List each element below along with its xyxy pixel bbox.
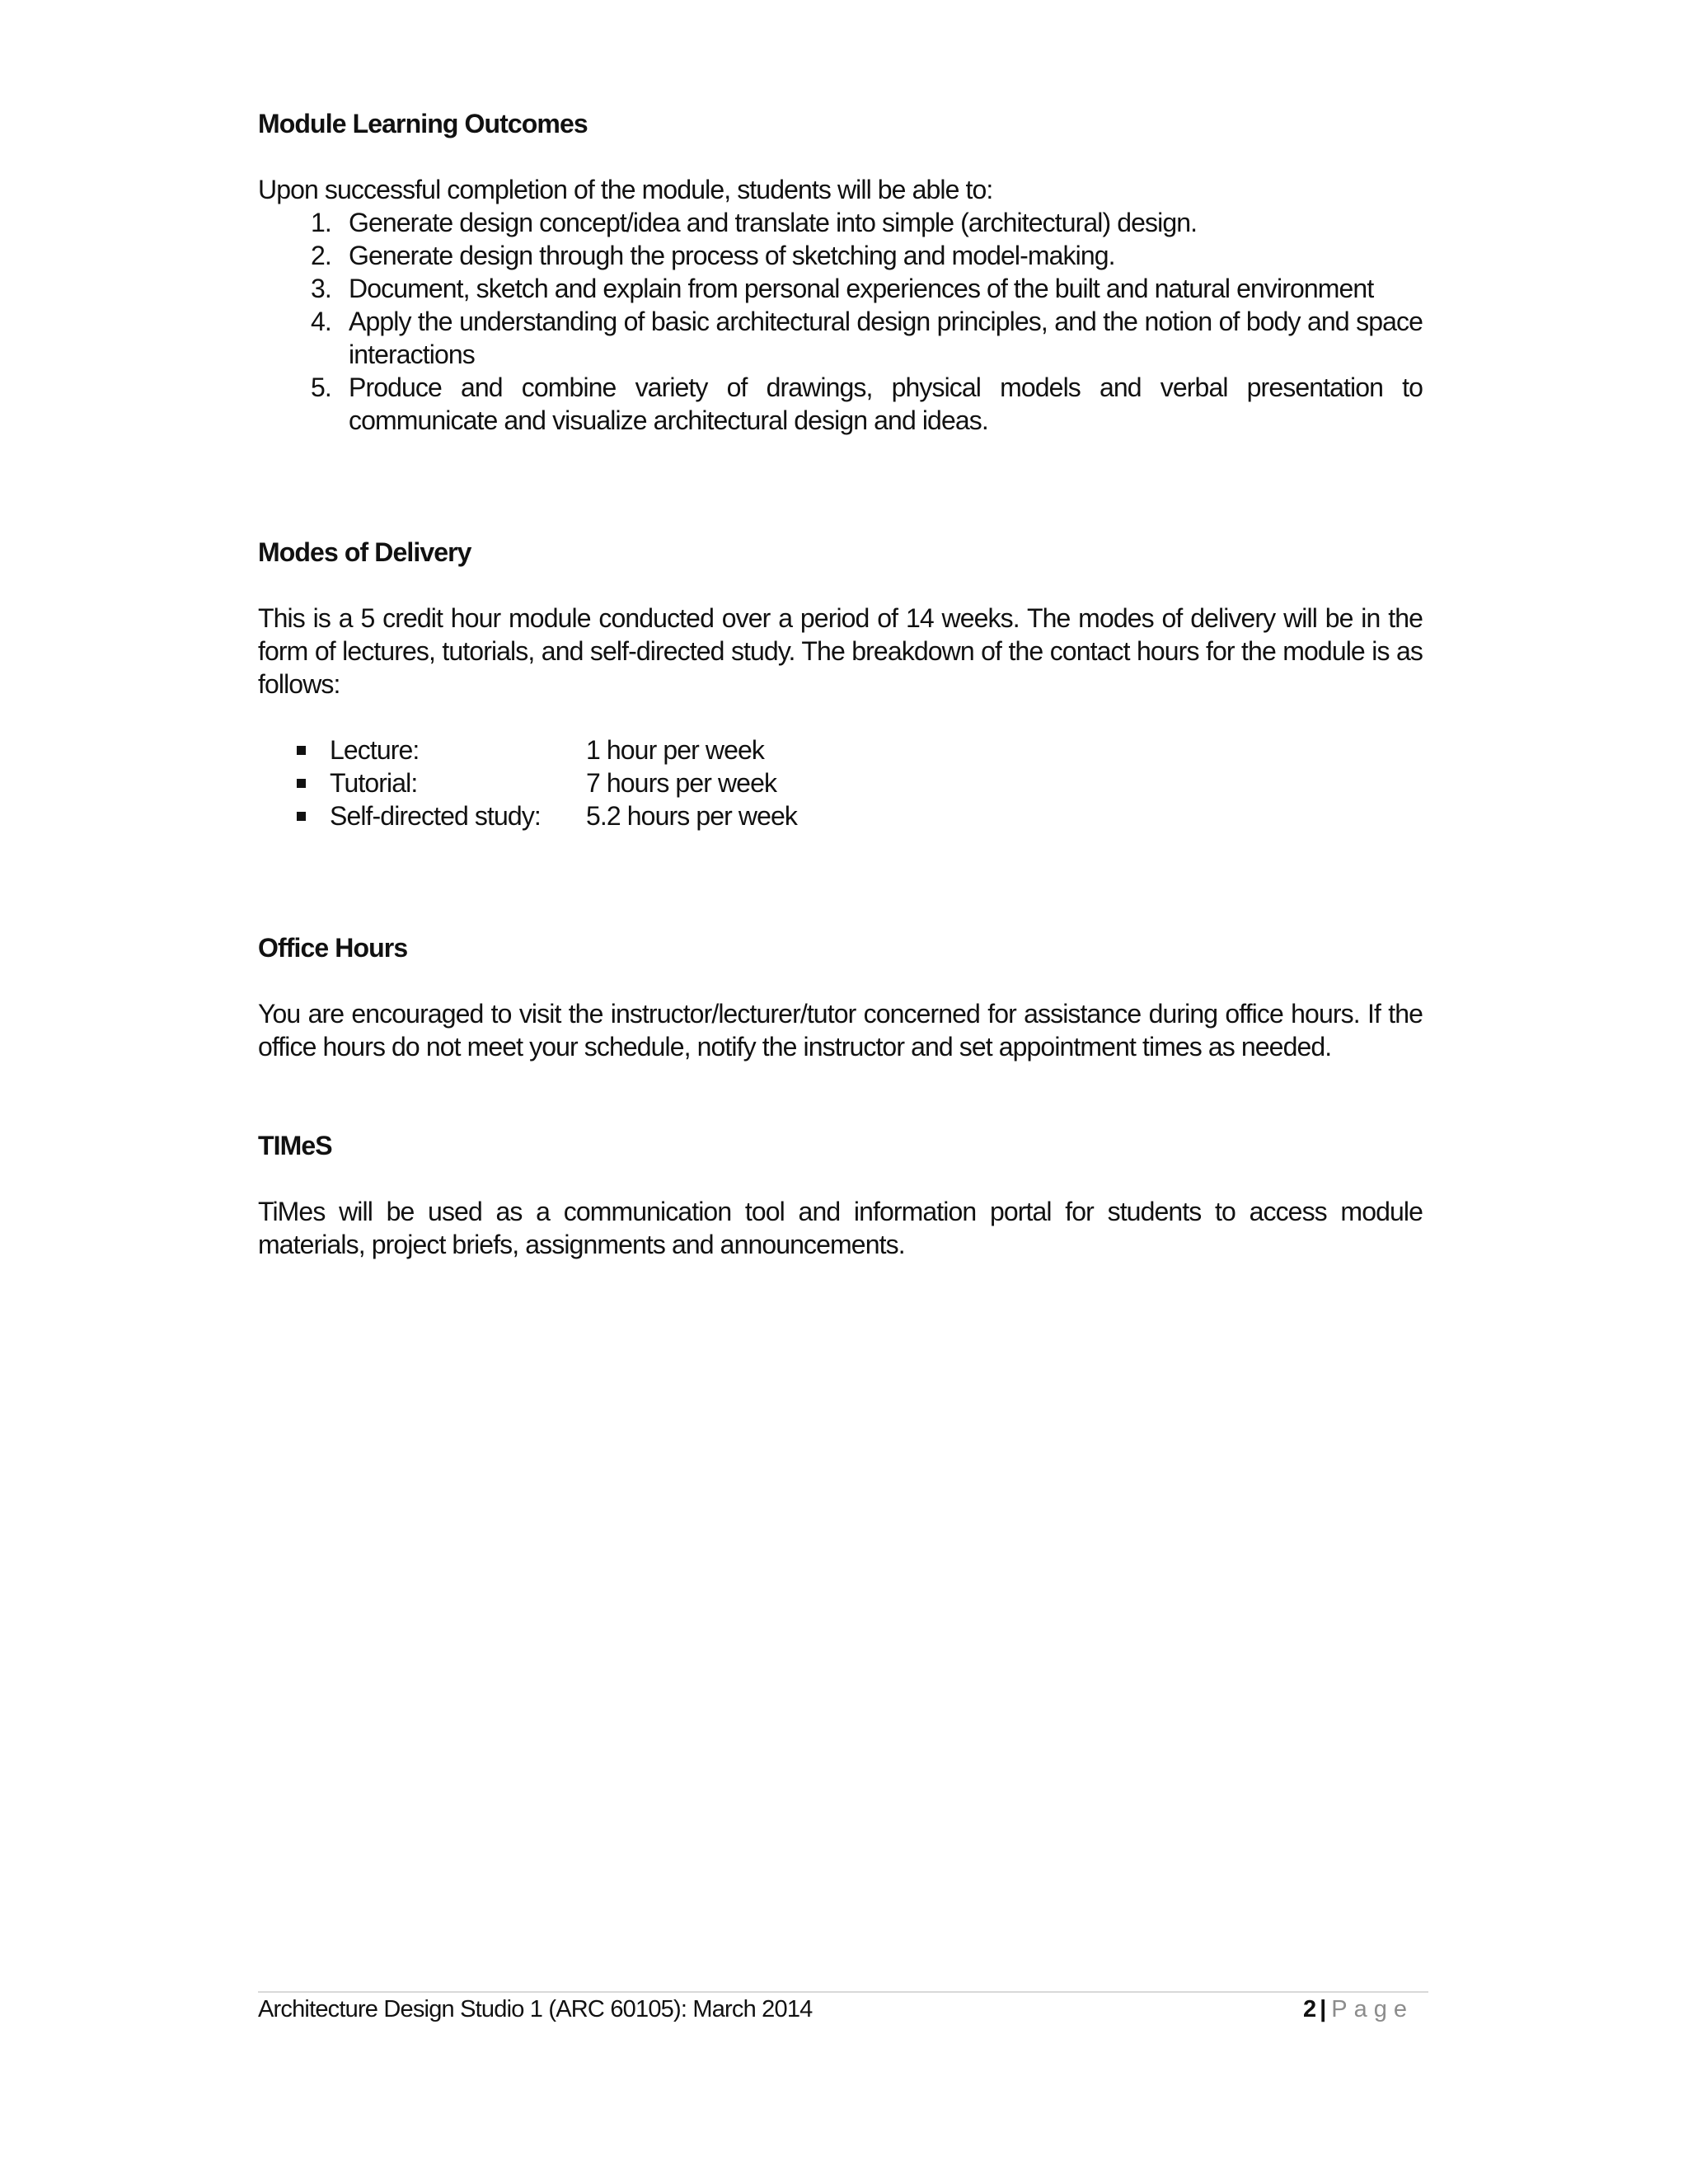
footer-divider: [258, 1991, 1428, 1993]
list-item: [258, 371, 1423, 437]
square-bullet-icon: [297, 779, 306, 788]
list-item-number: 4.: [311, 307, 331, 336]
page-content: [258, 107, 1423, 1261]
section-heading-delivery: Modes of Delivery: [258, 537, 471, 567]
contact-type-label: Lecture:: [330, 735, 420, 765]
page-word: Page: [1331, 1996, 1414, 2022]
contact-type-label: Self-directed study:: [330, 801, 541, 831]
square-bullet-icon: [297, 746, 306, 755]
list-item: [258, 272, 1423, 305]
office-hours-body: You are encouraged to visit the instructor/lecturer/tutor concerned for assistance during office hours. If the office hours do not meet your schedule, notify the instructor and set appointment times as needed.: [258, 999, 1423, 1062]
list-item: [258, 305, 1423, 371]
contact-hours-list: [258, 733, 1423, 832]
page-number: 2: [1303, 1996, 1317, 2022]
list-item-number: 5.: [311, 373, 331, 402]
list-item: [258, 766, 1423, 799]
page-separator: |: [1320, 1996, 1327, 2022]
section-heading-office-hours: Office Hours: [258, 933, 408, 963]
list-item-number: 3.: [311, 274, 331, 303]
square-bullet-icon: [297, 812, 306, 821]
list-item-text: Apply the understanding of basic architectural design principles, and the notion of body and space interactions: [349, 307, 1423, 369]
list-item: [258, 239, 1423, 272]
footer-course-info: Architecture Design Studio 1 (ARC 60105): March 2014: [258, 1996, 813, 2022]
list-item-text: Document, sketch and explain from personal experiences of the built and natural environment: [349, 274, 1374, 303]
contact-hours-value: 5.2 hours per week: [586, 801, 797, 831]
outcomes-list: [258, 206, 1423, 437]
list-item-text: Generate design through the process of sketching and model-making.: [349, 241, 1115, 270]
section-heading-outcomes: Module Learning Outcomes: [258, 109, 588, 138]
delivery-body: This is a 5 credit hour module conducted over a period of 14 weeks. The modes of delivery will be in the form of lectures, tutorials, and self-directed study. The breakdown of the contact hours for the module is as follows:: [258, 603, 1423, 699]
list-item-text: Produce and combine variety of drawings, physical models and verbal presentation to communicate and visualize architectural design and ideas.: [349, 373, 1423, 435]
list-item: [258, 206, 1423, 239]
contact-hours-value: 1 hour per week: [586, 735, 764, 765]
list-item: [258, 733, 1423, 766]
contact-hours-value: 7 hours per week: [586, 768, 777, 798]
contact-type-label: Tutorial:: [330, 768, 418, 798]
list-item-text: Generate design concept/idea and translate into simple (architectural) design.: [349, 208, 1198, 237]
footer-page-number: [1303, 1996, 1414, 2023]
section-heading-times: TIMeS: [258, 1131, 332, 1160]
outcomes-intro: Upon successful completion of the module, students will be able to:: [258, 175, 993, 204]
list-item: [258, 799, 1423, 832]
list-item-number: 2.: [311, 241, 331, 270]
list-item-number: 1.: [311, 208, 331, 237]
times-body: TiMes will be used as a communication tool and information portal for students to access module materials, project briefs, assignments and announcements.: [258, 1197, 1423, 1259]
